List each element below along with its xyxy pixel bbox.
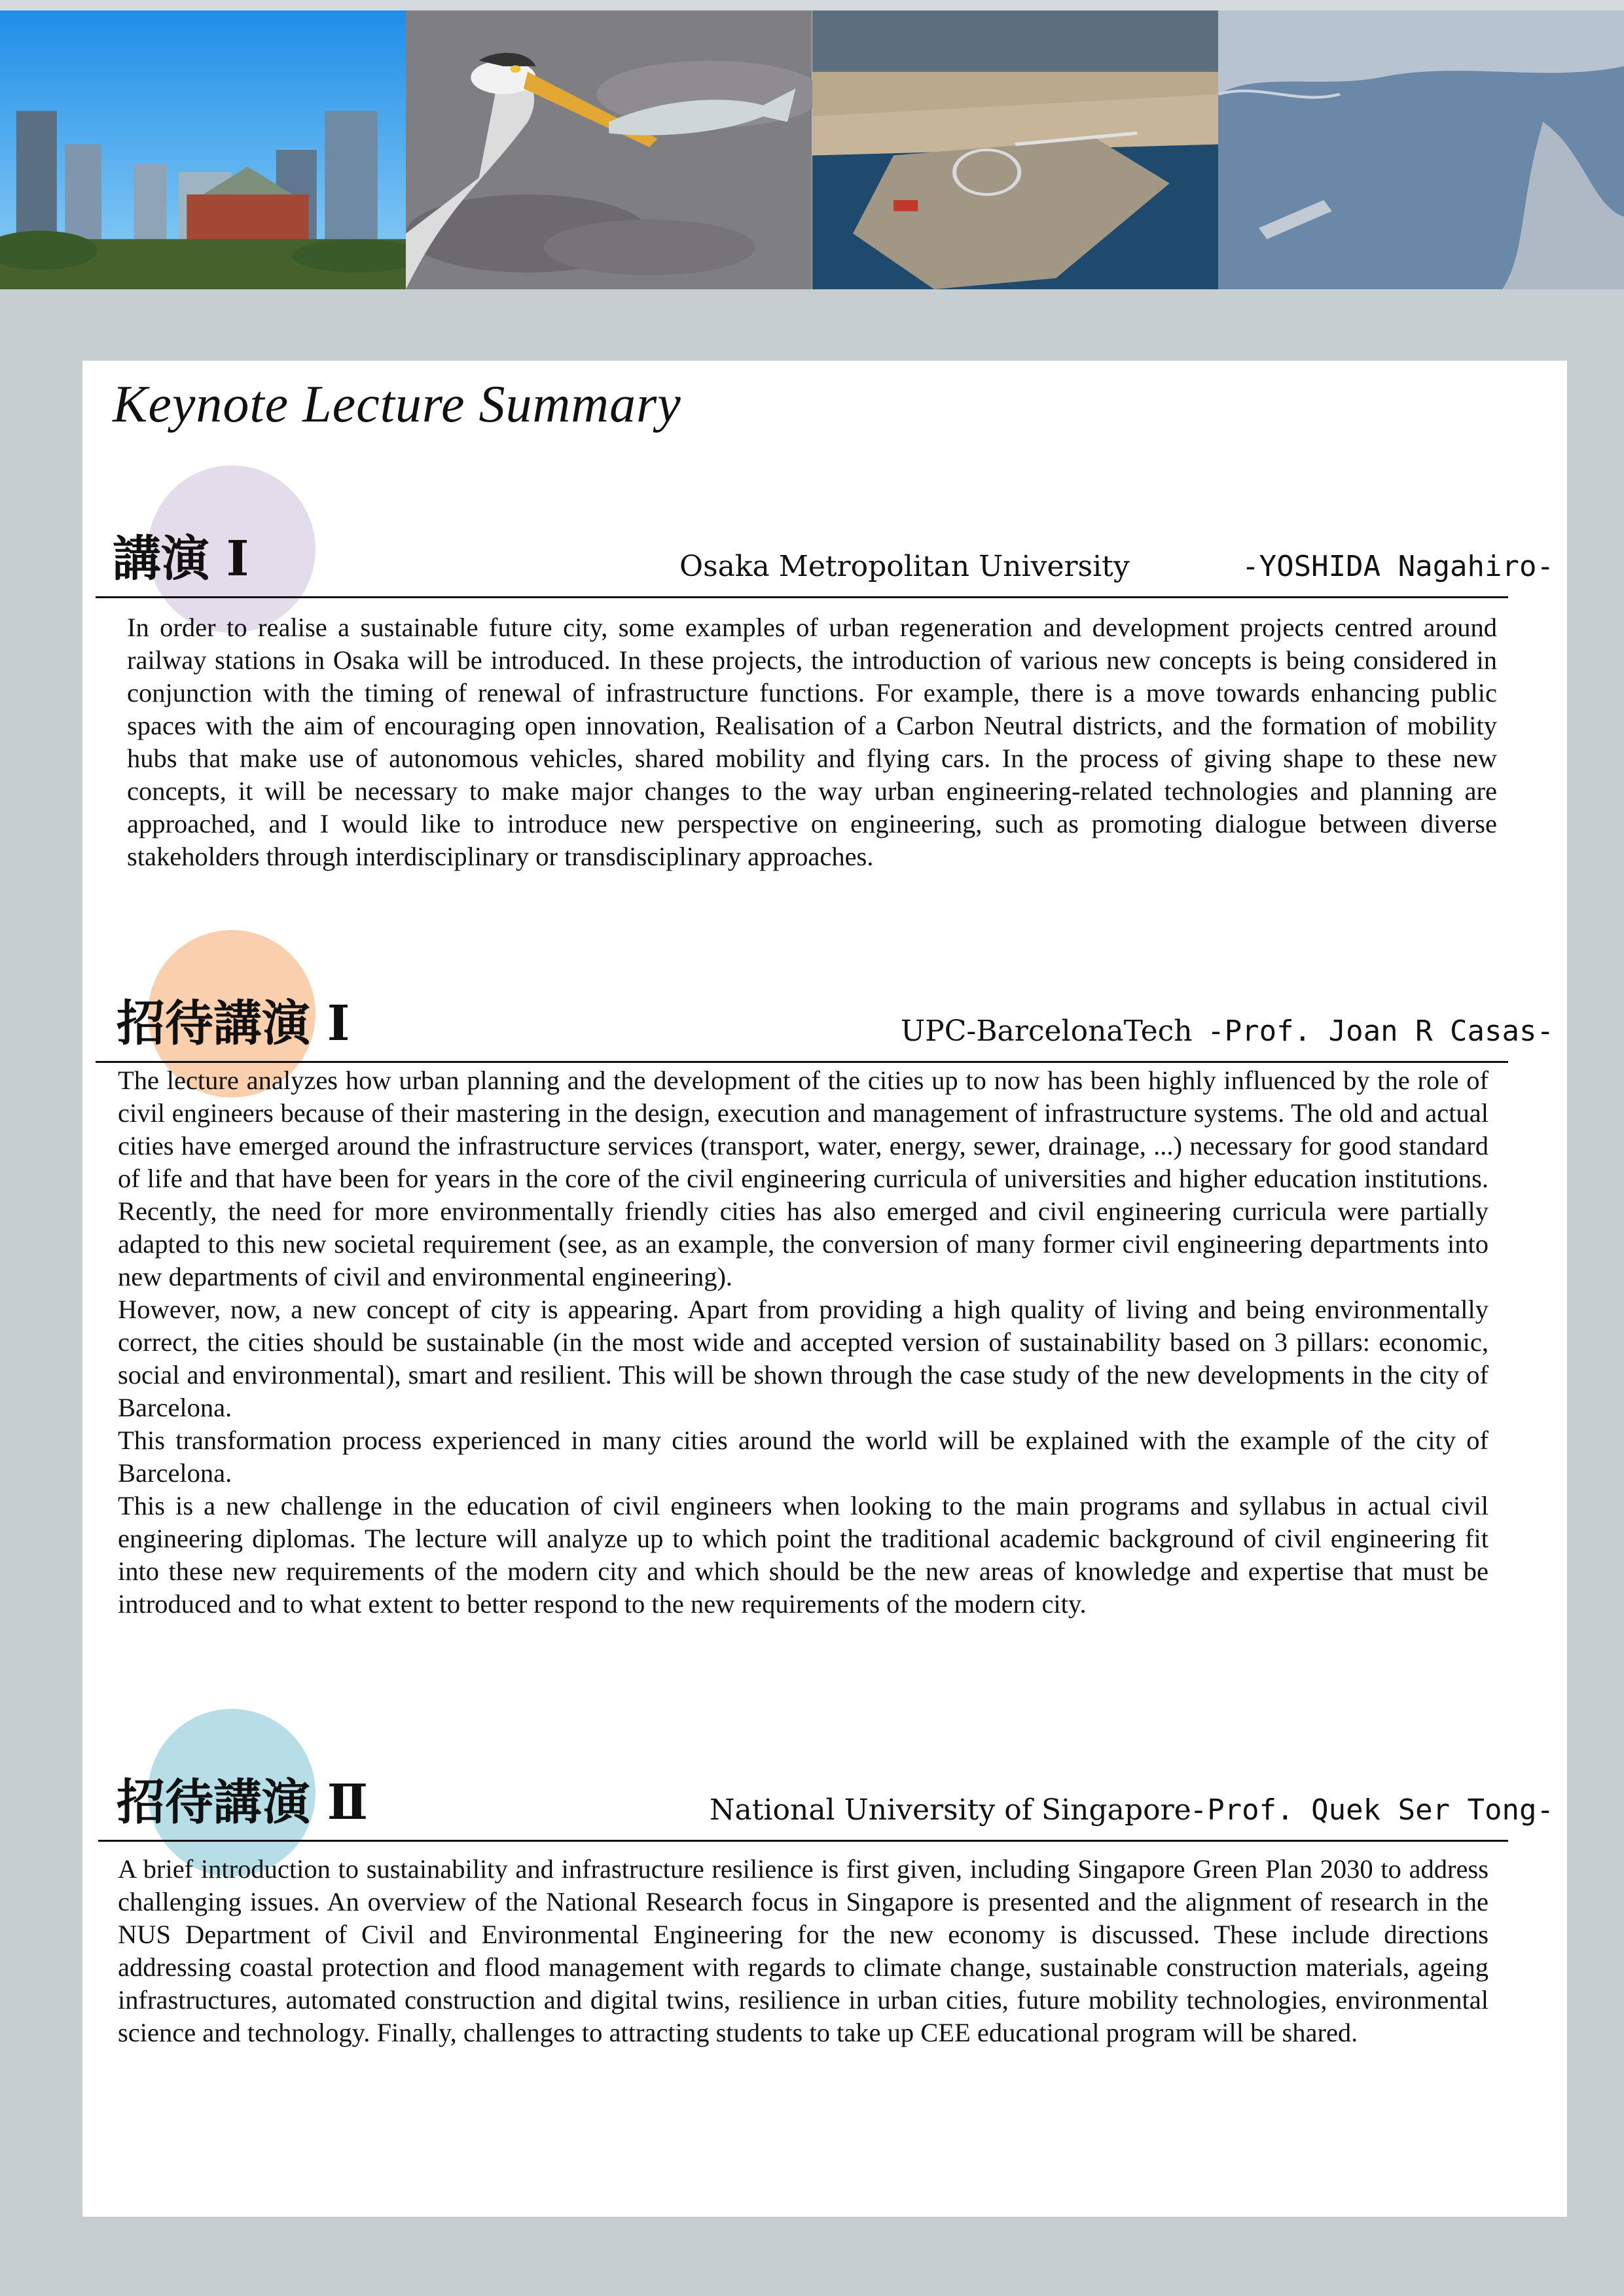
lecture-header bbox=[82, 1761, 1567, 1840]
abstract-paragraph: The lecture analyzes how urban planning and the development of the cities up to now has been highly influenced by the role of civil engineers because of their mastering in the design, execution and management of infrastructure systems. The old and actual cities have emerged around the infrastructure services (transport, water, energy, sewer, drainage, ...) necessary for good standard of life and that have been for years in the core of the civil engineering curricula of universities and higher education institutions. Recently, the need for more environmentally friendly cities has also emerged and civil engineering curricula were partially adapted to this new societal requirement (see, as an example, the conversion of many former civil engineering departments into new departments of civil and environmental engineering). bbox=[118, 1066, 1489, 1291]
abstract-paragraph: A brief introduction to sustainability and infrastructure resilience is first given, including Singapore Green Plan 2030 to address challenging issues. An overview of the National Research focus in Singapore is presented and the alignment of research in the NUS Department of Civil and Environmental Engineering for the new economy is discussed. These include directions addressing coastal protection and flood management with regards to climate change, sustainable construction materials, ageing infrastructures, automated construction and digital twins, resilience in urban cities, future mobility technologies, environmental science and technology. Finally, challenges to attracting students to take up CEE educational program will be shared. bbox=[118, 1854, 1489, 2047]
photo-banner bbox=[0, 10, 1624, 289]
top-strip bbox=[0, 0, 1624, 10]
heron-with-fish-photo bbox=[406, 10, 812, 289]
lecture-abstract bbox=[118, 1853, 1489, 2049]
lecture-label: 招待講演 Ⅱ bbox=[117, 1774, 369, 1831]
lecture-section-3 bbox=[82, 1709, 1567, 2049]
lecture-label: 招待講演 Ⅰ bbox=[117, 996, 350, 1052]
lecture-section-2 bbox=[82, 930, 1567, 1696]
lecture-section-1 bbox=[82, 465, 1567, 871]
speaker-name: -Prof. Joan R Casas- bbox=[1207, 1014, 1554, 1048]
lecture-header bbox=[82, 982, 1567, 1061]
section-divider bbox=[98, 1840, 1508, 1842]
lecture-abstract bbox=[127, 611, 1497, 873]
osaka-bay-satellite-photo bbox=[1218, 10, 1624, 289]
summary-card bbox=[82, 361, 1567, 2217]
speaker-name: -Prof. Quek Ser Tong- bbox=[1189, 1793, 1554, 1827]
osaka-skyline-photo bbox=[0, 10, 406, 289]
lecture-abstract bbox=[118, 1064, 1489, 1621]
abstract-paragraph: However, now, a new concept of city is appearing. Apart from providing a high quality of living and being environmentally correct, the cities should be sustainable (in the most wide and accepted version of sustainability based on 3 pillars: economic, social and environmental), smart and resilient. This will be shown through the case study of the new developments in the city of Barcelona. bbox=[118, 1295, 1489, 1422]
abstract-paragraph: In order to realise a sustainable future city, some examples of urban regeneration and development projects centred around railway stations in Osaka will be introduced. In these projects, the introduction of various new concepts is being considered in conjunction with the timing of renewal of infrastructure functions. For example, there is a move towards enhancing public spaces with the aim of encouraging open innovation, Realisation of a Carbon Neutral districts, and the formation of mobility hubs that make use of autonomous vehicles, shared mobility and flying cars. In the process of giving shape to these new concepts, it will be necessary to make major changes to the way urban engineering-related technologies and planning are approached, and I would like to introduce new perspective on engineering, such as promoting dialogue between diverse stakeholders through interdisciplinary or transdisciplinary approaches. bbox=[127, 613, 1497, 871]
abstract-paragraph: This transformation process experienced in many cities around the world will be explained with the example of the city of Barcelona. bbox=[118, 1426, 1489, 1488]
lecture-header bbox=[82, 518, 1567, 596]
speaker-affiliation: National University of Singapore bbox=[710, 1793, 1191, 1827]
lecture-label: 講演 Ⅰ bbox=[113, 531, 249, 587]
abstract-paragraph: This is a new challenge in the education of civil engineers when looking to the main programs and syllabus in actual civil engineering diplomas. The lecture will analyze up to which point the traditional academic background of civil engineering fit into these new requirements of the modern city and which should be the new areas of knowledge and expertise that must be introduced and to what extent to better respond to the new requirements of the modern city. bbox=[118, 1491, 1489, 1619]
speaker-affiliation: Osaka Metropolitan University bbox=[679, 550, 1130, 583]
section-divider bbox=[96, 596, 1508, 598]
speaker-name: -YOSHIDA Nagahiro- bbox=[1242, 550, 1554, 583]
section-divider bbox=[96, 1061, 1508, 1063]
speaker-affiliation: UPC-BarcelonaTech bbox=[901, 1014, 1193, 1048]
page-title: Keynote Lecture Summary bbox=[113, 376, 681, 433]
osaka-bay-aerial-photo bbox=[812, 10, 1218, 289]
